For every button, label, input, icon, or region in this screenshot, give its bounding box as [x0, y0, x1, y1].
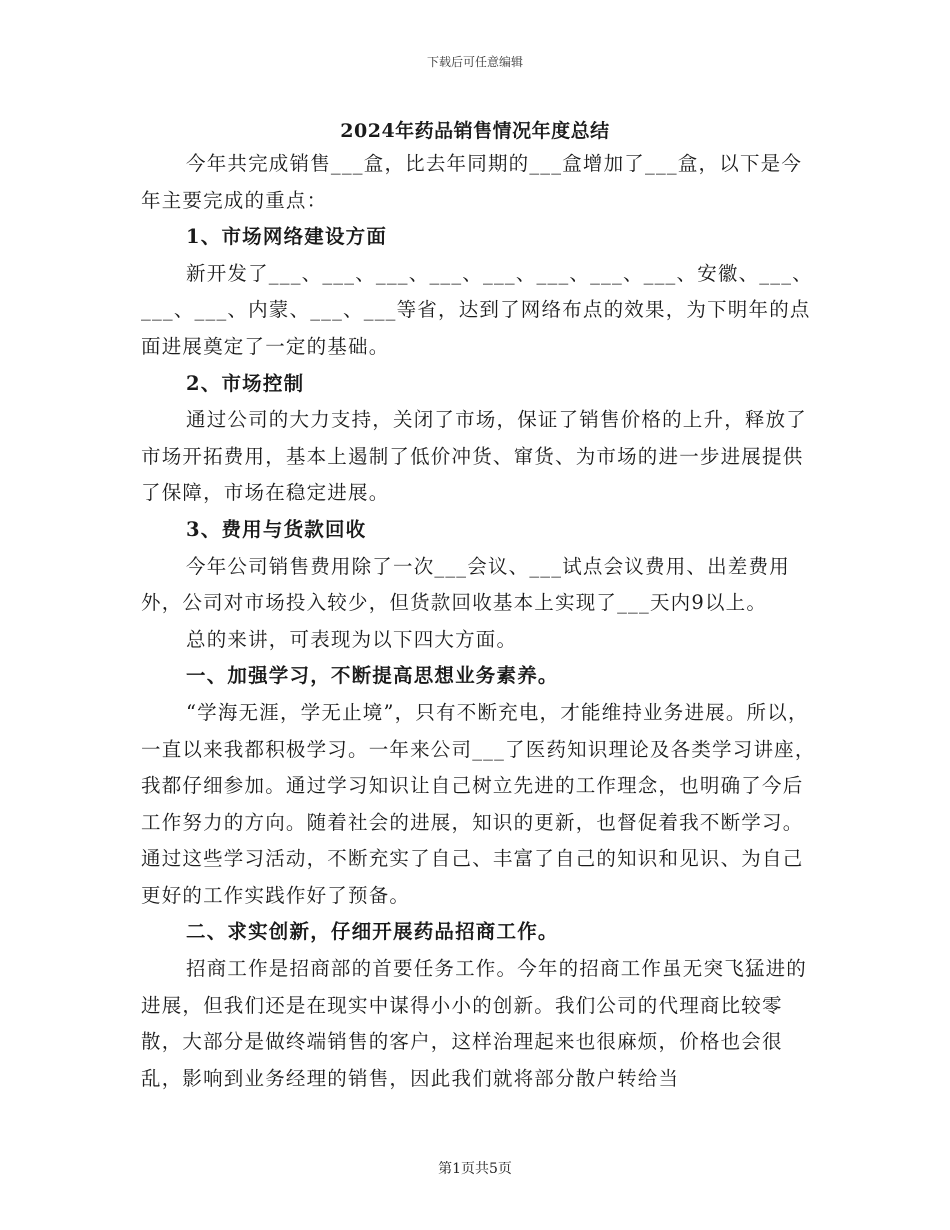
- section-heading-2: 2、市场控制: [186, 371, 305, 395]
- header-note: 下载后可任意编辑: [426, 55, 523, 69]
- section-heading-3: 3、费用与货款回收: [186, 517, 367, 541]
- paragraph-investment: 招商工作是招商部的首要任务工作。今年的招商工作虽无突飞猛进的进展，但我们还是在现实中谋得小小的创新。我们公司的代理商比较零散，大部分是做终端销售的客户，这样治理起来也很麻烦，价格也会很乱，影响到业务经理的销售，因此我们就将部分散户转给当: [141, 957, 808, 1090]
- paragraph-market-control: 通过公司的大力支持，关闭了市场，保证了销售价格的上升，释放了市场开拓费用，基本上遏制了低价冲货、窜货、为市场的进一步进展提供了保障，市场在稳定进展。: [141, 408, 808, 505]
- document-title: 2024年药品销售情况年度总结: [340, 120, 610, 142]
- paragraph-intro: 今年共完成销售___盒，比去年同期的___盒增加了___盒，以下是今年主要完成的重点：: [141, 152, 803, 212]
- section-heading-a: 一、加强学习，不断提高思想业务素养。: [186, 664, 559, 688]
- paragraph-expenses: 今年公司销售费用除了一次___会议、___试点会议费用、出差费用外，公司对市场投入较少，但货款回收基本上实现了___天内9以上。: [141, 554, 790, 615]
- section-heading-b: 二、求实创新，仔细开展药品招商工作。: [186, 920, 559, 944]
- section-heading-1: 1、市场网络建设方面: [186, 225, 388, 249]
- paragraph-market-network: 新开发了___、___、___、___、___、___、___、___、安徽、___、___、___、内蒙、___、___等省，达到了网络布点的效果，为下明年的点面进展奠定了一定的基础。: [141, 261, 813, 358]
- document-body: [141, 146, 821, 1097]
- page-number: 第1页共5页: [438, 1161, 512, 1177]
- paragraph-learning: “学海无涯，学无止境”，只有不断充电，才能维持业务进展。所以，一直以来我都积极学习。一年来公司___了医药知识理论及各类学习讲座，我都仔细参加。通过学习知识让自己树立先进的工作理念，也明确了今后工作努力的方向。随着社会的进展，知识的更新，也督促着我不断学习。通过这些学习活动，不断充实了自己、丰富了自己的知识和见识、为自己更好的工作实践作好了预备。: [141, 700, 816, 907]
- paragraph-summary: 总的来讲，可表现为以下四大方面。: [186, 627, 518, 651]
